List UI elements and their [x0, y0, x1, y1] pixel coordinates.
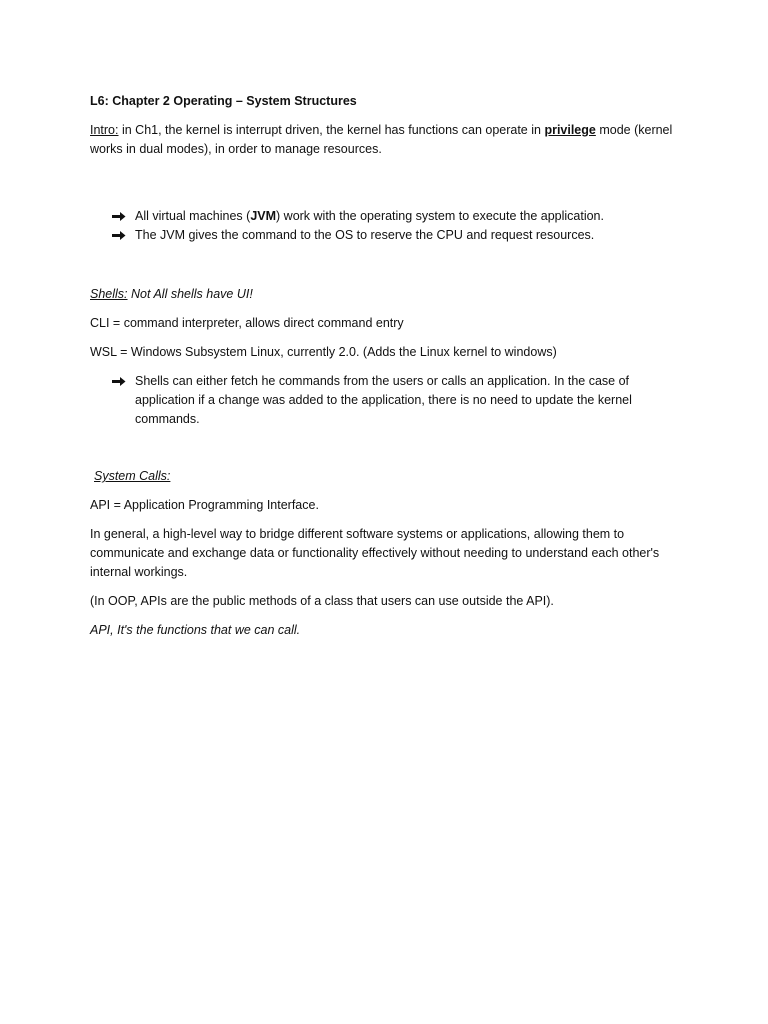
intro-label: Intro: [90, 123, 119, 137]
intro-paragraph [90, 121, 690, 159]
shells-bullet-list [90, 372, 690, 429]
document-title: L6: Chapter 2 Operating – System Structures [90, 94, 357, 108]
jvm-bullet-before: All virtual machines ( [135, 209, 251, 223]
wsl-definition: WSL = Windows Subsystem Linux, currently 2.0. (Adds the Linux kernel to windows) [90, 345, 557, 359]
jvm-bullet-text: The JVM gives the command to the OS to reserve the CPU and request resources. [135, 228, 595, 242]
document-page [90, 92, 690, 650]
arrow-right-icon [112, 226, 128, 245]
api-functions-paragraph: API, It's the functions that we can call. [90, 623, 301, 637]
list-item [90, 226, 690, 245]
arrow-right-icon [112, 207, 128, 226]
spacer [90, 169, 690, 207]
jvm-bullet-list [90, 207, 690, 245]
system-calls-label: System Calls: [94, 469, 171, 483]
jvm-bullet-bold: JVM [250, 209, 277, 223]
system-calls-heading [90, 467, 690, 486]
list-item [90, 207, 690, 226]
shells-bullet-text: Shells can either fetch he commands from the users or calls an application. In the case of application if a change was added to the application, there is no need to update the kernel commands. [135, 374, 632, 426]
api-oop-paragraph: (In OOP, APIs are the public methods of a class that users can use outside the API). [90, 594, 554, 608]
shells-note: Not All shells have UI! [127, 287, 253, 301]
list-item [90, 372, 690, 429]
arrow-right-icon [112, 372, 128, 391]
api-general-paragraph: In general, a high-level way to bridge different software systems or applications, allowing them to communicate and exchange data or functionality effectively without needing to understand each other's internal workings. [90, 527, 660, 579]
intro-privilege-emphasis: privilege [544, 123, 596, 137]
spacer [90, 429, 690, 467]
intro-text-before: in Ch1, the kernel is interrupt driven, the kernel has functions can operate in [118, 123, 545, 137]
intro-text-after: mode (kernel works in dual modes), in order to manage resources. [90, 123, 673, 156]
api-definition: API = Application Programming Interface. [90, 498, 319, 512]
shells-label: Shells: [90, 287, 128, 301]
spacer [90, 245, 690, 285]
shells-heading [90, 285, 690, 304]
cli-definition: CLI = command interpreter, allows direct command entry [90, 316, 404, 330]
jvm-bullet-after: ) work with the operating system to execute the application. [276, 209, 604, 223]
